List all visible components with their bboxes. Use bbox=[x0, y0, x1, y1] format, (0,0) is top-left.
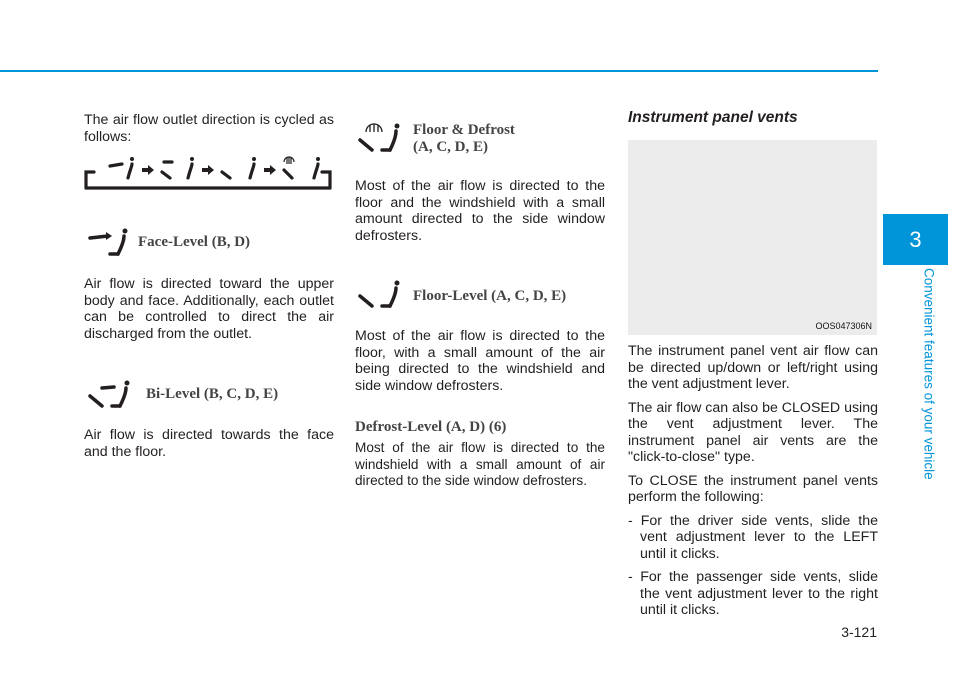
floor-defrost-title bbox=[413, 122, 603, 156]
floor-level-icon bbox=[358, 280, 408, 310]
vent-figure bbox=[628, 140, 877, 335]
chapter-number: 3 bbox=[909, 226, 922, 252]
defrost-level-text: Most of the air flow is directed to the windshield with a small amount of air directed to the side window defrosters. bbox=[355, 440, 605, 488]
instrument-panel-heading: Instrument panel vents bbox=[628, 109, 798, 126]
chapter-title-vertical bbox=[916, 268, 942, 498]
mode-cycle-icon bbox=[84, 156, 334, 192]
bi-level-icon bbox=[88, 380, 138, 410]
face-level-text: Air flow is directed toward the upper body and face. Additionally, each outlet can be controlled to direct the air discharged from the outlet. bbox=[84, 276, 334, 342]
floor-level-title: Floor-Level (A, C, D, E) bbox=[413, 288, 567, 304]
floor-defrost-text: Most of the air flow is directed to the floor and the windshield with a small amount directed to the side window defrosters. bbox=[355, 178, 605, 244]
floor-level-text: Most of the air flow is directed to the floor, with a small amount of the air being directed to the windshield and side window defrosters. bbox=[355, 328, 605, 394]
top-rule bbox=[0, 70, 878, 72]
vent-bullet-driver: - For the driver side vents, slide the vent adjustment lever to the LEFT until it clicks. bbox=[628, 512, 878, 562]
defrost-level-block bbox=[355, 440, 605, 490]
vent-paragraph-2: The air flow can also be CLOSED using the vent adjustment lever. The instrument panel air vents are the "click-to-close" type. bbox=[628, 399, 878, 465]
figure-code: OOS047306N bbox=[815, 321, 872, 331]
intro-block bbox=[84, 112, 334, 145]
chapter-tab bbox=[883, 214, 948, 265]
vent-paragraph-3: To CLOSE the instrument panel vents perform the following: bbox=[628, 472, 878, 505]
face-level-block bbox=[84, 276, 334, 342]
floor-defrost-icon bbox=[358, 120, 408, 154]
vent-bullet-passenger: - For the passenger side vents, slide the vent adjustment lever to the right until it clicks. bbox=[628, 569, 878, 618]
floor-level-block bbox=[355, 328, 605, 394]
bi-level-title: Bi-Level (B, C, D, E) bbox=[146, 386, 279, 402]
face-level-title: Face-Level (B, D) bbox=[138, 234, 251, 250]
chapter-title: Convenient features of your vehicle bbox=[921, 268, 937, 480]
floor-defrost-title-line2: (A, C, D, E) bbox=[413, 139, 488, 155]
page-number: 3-121 bbox=[841, 624, 877, 640]
intro-text: The air flow outlet direction is cycled as follows: bbox=[84, 112, 334, 145]
vent-paragraph-1: The instrument panel vent air flow can be directed up/down or left/right using the vent adjustment lever. bbox=[628, 343, 878, 392]
instrument-panel-text bbox=[628, 343, 878, 619]
floor-defrost-title-line1: Floor & Defrost bbox=[413, 122, 515, 138]
floor-defrost-block bbox=[355, 178, 605, 244]
defrost-level-title: Defrost-Level (A, D) (6) bbox=[355, 419, 507, 435]
bi-level-text: Air flow is directed towards the face and the floor. bbox=[84, 427, 334, 460]
bi-level-block bbox=[84, 427, 334, 460]
face-level-icon bbox=[88, 228, 134, 258]
